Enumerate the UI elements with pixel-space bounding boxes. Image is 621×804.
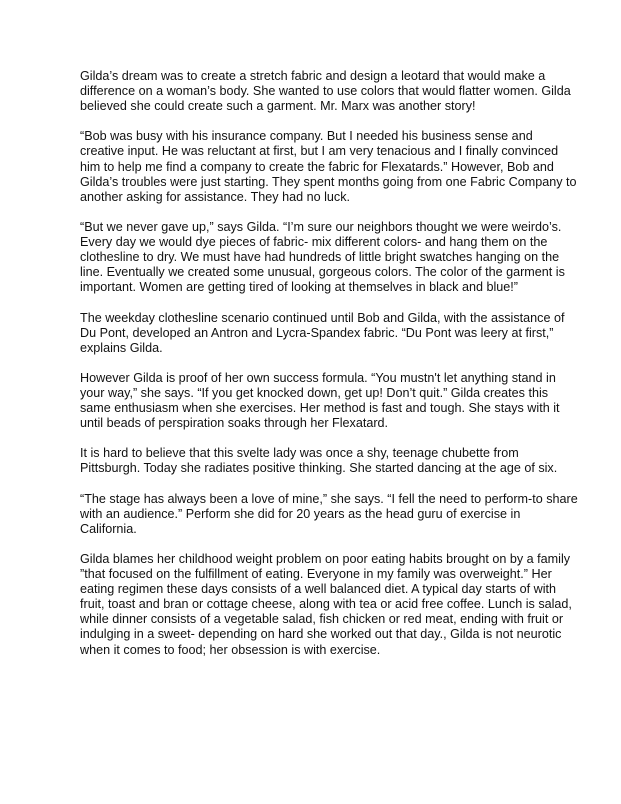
paragraph-8: Gilda blames her childhood weight problem on poor eating habits brought on by a family ”that focused on the fulfillment of eating. Everyone in my family was overweight.” Her eating regimen these days consists of a well balanced diet. A typical day starts of with fruit, toast and bran or cottage cheese, along with tea or acid free coffee. Lunch is salad, while dinner consists of a vegetable salad, fish chicken or red meat, ending with fruit or indulging in a sweet- depending on hard she worked out that day., Gilda is not neurotic when it comes to food; her obsession is with exercise. (80, 552, 572, 657)
paragraph-2: “Bob was busy with his insurance company. But I needed his business sense and creative input. He was reluctant at first, but I am very tenacious and I finally convinced him to help me find a company to create the fabric for Flexatards.” However, Bob and Gilda’s troubles were just starting. They spent months going from one Fabric Company to another asking for assistance. They had no luck. (80, 129, 577, 204)
paragraph-4: The weekday clothesline scenario continued until Bob and Gilda, with the assistance of Du Pont, developed an Antron and Lycra-Spandex fabric. “Du Pont was leery at first,” explains Gilda. (80, 310, 565, 355)
paragraph-7: “The stage has always been a love of mine,” she says. “I fell the need to perform-to share with an audience.” Perform she did for 20 years as the head guru of exercise in California. (80, 491, 578, 536)
paragraph-6: It is hard to believe that this svelte lady was once a shy, teenage chubette from Pittsburgh. Today she radiates positive thinking. She started dancing at the age of six. (80, 446, 558, 476)
document-page (80, 69, 580, 673)
paragraph-1: Gilda’s dream was to create a stretch fabric and design a leotard that would make a difference on a woman’s body. She wanted to use colors that would flatter women. Gilda believed she could create such a garment. Mr. Marx was another story! (80, 69, 571, 114)
paragraph-3: “But we never gave up,” says Gilda. “I’m sure our neighbors thought we were weirdo’s. Every day we would dye pieces of fabric- mix different colors- and hang them on the clothesline to dry. We must have had hundreds of little bright swatches hanging on the line. Eventually we created some unusual, gorgeous colors. The color of the garment is important. Women are getting tired of looking at themselves in black and blue!” (80, 219, 565, 295)
paragraph-5: However Gilda is proof of her own success formula. “You mustn't let anything stand in your way,” she says. “If you get knocked down, get up! Don’t quit.” Gilda creates this same enthusiasm when she exercises. Her method is fast and tough. She stays with it until beads of perspiration soaks through her Flexatard. (80, 370, 560, 431)
